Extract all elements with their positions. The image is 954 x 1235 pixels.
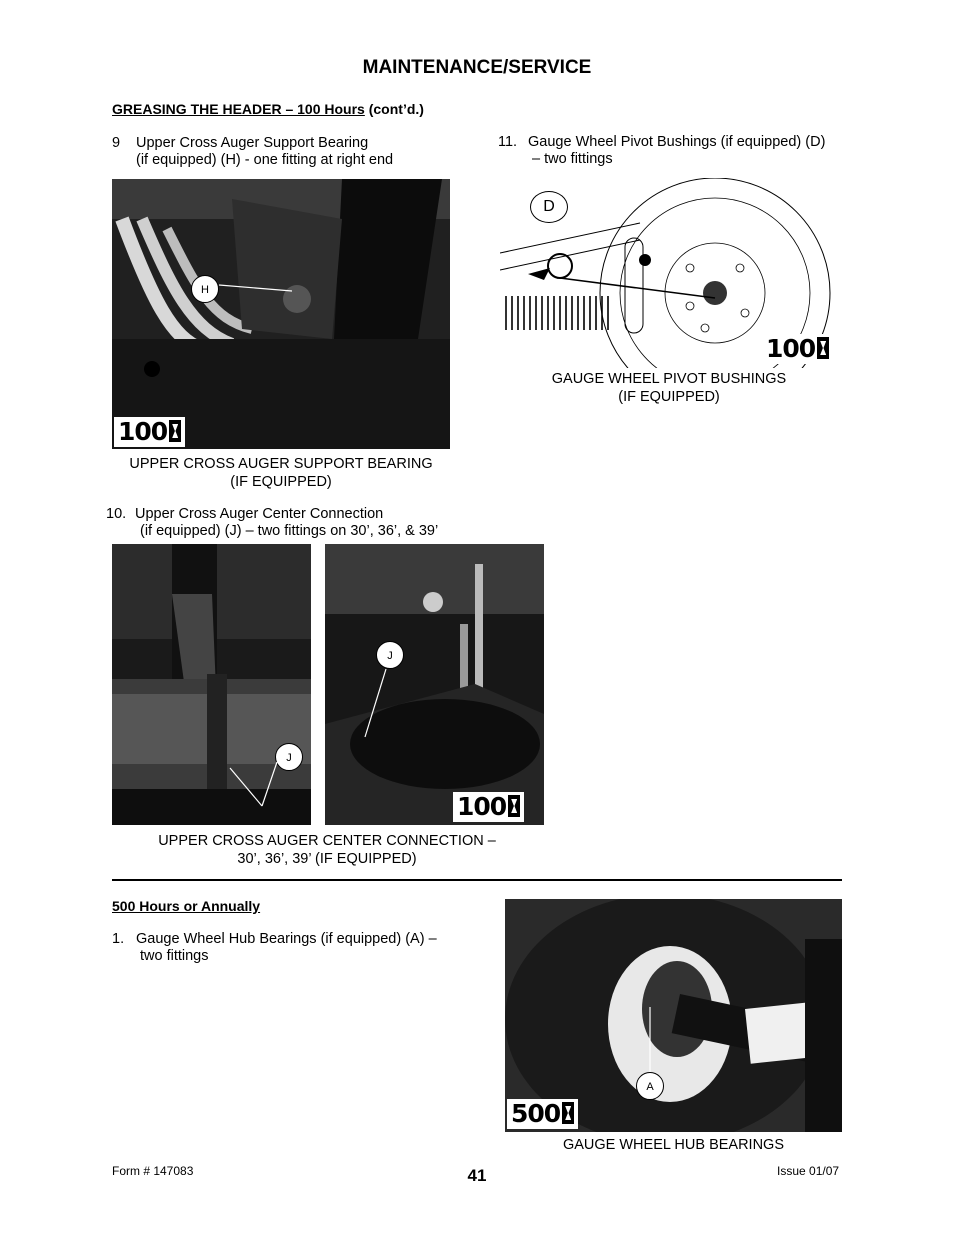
hourglass-icon — [508, 795, 520, 817]
section-heading-500-hours: 500 Hours or Annually — [112, 898, 261, 914]
callout-h: H — [191, 275, 219, 303]
callout-j-left-leaders — [112, 544, 311, 825]
badge-text: 100 — [766, 334, 816, 363]
caption-line2: (IF EQUIPPED) — [618, 389, 720, 405]
step-1 — [112, 931, 437, 965]
photo-center-connection-right — [325, 544, 544, 825]
hourglass-icon — [169, 420, 181, 442]
step-11 — [498, 134, 826, 168]
hourglass-icon — [562, 1102, 574, 1124]
callout-d: D — [530, 191, 568, 223]
hourglass-icon — [817, 337, 829, 359]
step-text-line2: two fittings — [140, 948, 209, 964]
caption-support-bearing — [112, 455, 450, 491]
interval-badge-100-center — [453, 792, 524, 822]
interval-badge-100-pivot — [762, 334, 833, 364]
step-9 — [112, 135, 393, 169]
step-10 — [106, 506, 438, 540]
section-divider — [112, 879, 842, 881]
callout-j-left: J — [275, 743, 303, 771]
badge-text: 500 — [511, 1099, 561, 1128]
badge-text: 100 — [457, 792, 507, 821]
step-number: 9 — [112, 135, 121, 151]
step-text-line1: Upper Cross Auger Support Bearing — [136, 135, 369, 151]
photo-hub-bearings — [505, 899, 842, 1132]
step-text-line2: (if equipped) (H) - one fitting at right end — [136, 152, 394, 168]
caption-hub-bearings: GAUGE WHEEL HUB BEARINGS — [562, 1137, 785, 1153]
caption-gauge-wheel-pivot — [498, 370, 840, 406]
interval-badge-100 — [114, 417, 185, 447]
photo-center-connection-left — [112, 544, 311, 825]
caption-center-connection — [112, 832, 542, 868]
diagram-gauge-wheel-pivot — [500, 178, 844, 368]
badge-text: 100 — [118, 417, 168, 446]
step-number: 11. — [498, 134, 518, 150]
caption-line2: 30’, 36’, 39’ (IF EQUIPPED) — [237, 851, 417, 867]
step-text-line1: Upper Cross Auger Center Connection — [135, 506, 384, 522]
section-heading-100-hours — [112, 101, 424, 117]
section-heading-suffix: (cont’d.) — [364, 101, 424, 117]
footer-issue: Issue 01/07 — [777, 1164, 840, 1178]
photo-support-bearing — [112, 179, 450, 449]
page-number: 41 — [467, 1166, 487, 1185]
step-text-line1: Gauge Wheel Hub Bearings (if equipped) (A) – — [136, 931, 437, 947]
caption-line1: UPPER CROSS AUGER CENTER CONNECTION – — [158, 833, 496, 849]
caption-line1: UPPER CROSS AUGER SUPPORT BEARING — [129, 456, 433, 472]
step-text-line1: Gauge Wheel Pivot Bushings (if equipped) (D) — [528, 134, 826, 150]
step-number: 1. — [112, 931, 125, 947]
callout-a-leader — [505, 899, 842, 1132]
callout-a: A — [636, 1072, 664, 1100]
caption-line2: (IF EQUIPPED) — [230, 474, 332, 490]
callout-j-right: J — [376, 641, 404, 669]
step-number: 10. — [106, 506, 127, 522]
interval-badge-500 — [507, 1099, 578, 1129]
section-heading-main: GREASING THE HEADER – 100 Hours — [112, 101, 365, 117]
footer-form-number: Form # 147083 — [112, 1164, 194, 1178]
page-title: MAINTENANCE/SERVICE — [362, 57, 592, 78]
step-text-line2: – two fittings — [532, 151, 613, 167]
callout-h-leader — [112, 179, 450, 449]
callout-j-right-leader — [325, 544, 544, 825]
caption-line1: GAUGE WHEEL PIVOT BUSHINGS — [551, 371, 787, 387]
step-text-line2: (if equipped) (J) – two fittings on 30’, 36’, & 39’ — [140, 523, 439, 539]
